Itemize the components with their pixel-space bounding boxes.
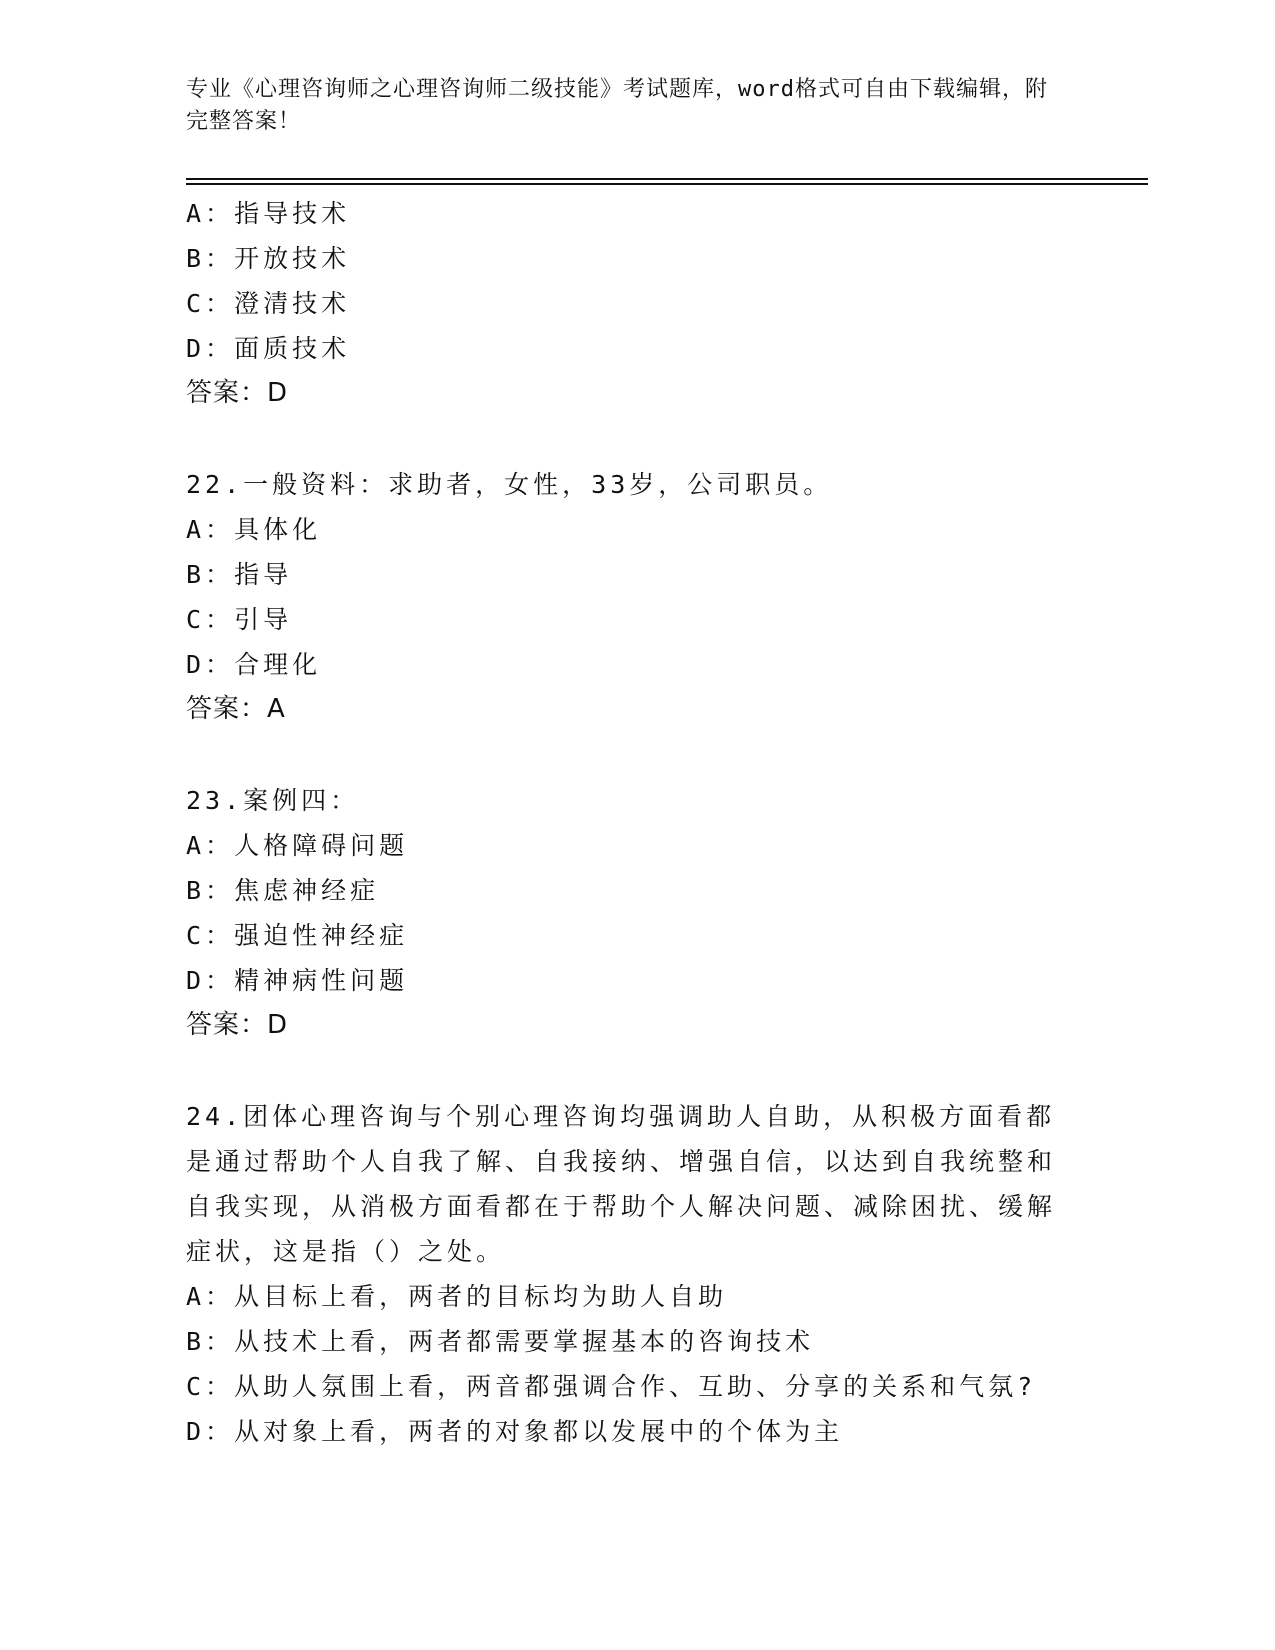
option-text: 面质技术 — [234, 334, 351, 363]
option-c — [186, 281, 1086, 326]
option-text: 开放技术 — [234, 244, 351, 273]
option-text: 强迫性神经症 — [234, 921, 409, 950]
question-list — [186, 191, 1086, 1454]
question-partial — [186, 191, 1086, 416]
option-text: 指导 — [234, 560, 293, 589]
option-label: B： — [186, 560, 235, 589]
option-text: 澄清技术 — [234, 289, 351, 318]
answer-line: 答案：A — [186, 694, 286, 724]
option-text: 精神病性问题 — [234, 966, 409, 995]
answer-line: 答案：D — [186, 1010, 289, 1040]
option-a — [186, 1274, 1086, 1319]
option-label: A： — [186, 1282, 235, 1311]
option-label: C： — [186, 605, 235, 634]
option-text: 人格障碍问题 — [234, 831, 409, 860]
document-header: 专业《心理咨询师之心理咨询师二级技能》考试题库，word格式可自由下载编辑，附完整答案！ — [186, 77, 1048, 134]
option-a — [186, 191, 1086, 236]
option-d — [186, 326, 1086, 371]
option-label: C： — [186, 921, 235, 950]
option-label: B： — [186, 244, 235, 273]
option-text: 从对象上看，两者的对象都以发展中的个体为主 — [234, 1417, 844, 1446]
option-label: D： — [186, 334, 235, 363]
question-23 — [186, 778, 1086, 1048]
option-label: B： — [186, 1327, 235, 1356]
option-c — [186, 597, 1086, 642]
spacer — [186, 416, 1086, 462]
option-label: A： — [186, 515, 235, 544]
option-text: 指导技术 — [234, 199, 351, 228]
option-label: B： — [186, 876, 235, 905]
question-stem: 24.团体心理咨询与个别心理咨询均强调助人自助，从积极方面看都是通过帮助个人自我了解、自我接纳、增强自信，以达到自我统整和自我实现，从消极方面看都在于帮助个人解决问题、减除困扰、缓解症状，这是指（）之处。 — [186, 1102, 1057, 1266]
option-label: D： — [186, 650, 235, 679]
option-c — [186, 1364, 1086, 1409]
option-label: A： — [186, 831, 235, 860]
option-text: 从技术上看，两者都需要掌握基本的咨询技术 — [234, 1327, 815, 1356]
option-b — [186, 868, 1086, 913]
spacer — [186, 732, 1086, 778]
question-stem: 22.一般资料：求助者，女性，33岁，公司职员。 — [186, 470, 833, 499]
option-text: 具体化 — [234, 515, 322, 544]
option-text: 引导 — [234, 605, 293, 634]
option-label: D： — [186, 1417, 235, 1446]
option-label: C： — [186, 1372, 235, 1401]
option-c — [186, 913, 1086, 958]
option-a — [186, 507, 1086, 552]
question-24 — [186, 1094, 1086, 1454]
header-divider-top — [186, 178, 1148, 180]
option-text: 从助人氛围上看，两音都强调合作、互助、分享的关系和气氛? — [234, 1372, 1037, 1401]
option-d — [186, 642, 1086, 687]
spacer — [186, 1048, 1086, 1094]
option-text: 从目标上看，两者的目标均为助人自助 — [234, 1282, 728, 1311]
question-stem: 23.案例四： — [186, 786, 360, 815]
option-b — [186, 236, 1086, 281]
option-d — [186, 1409, 1086, 1454]
option-d — [186, 958, 1086, 1003]
answer-line: 答案：D — [186, 378, 289, 408]
option-label: C： — [186, 289, 235, 318]
option-label: A： — [186, 199, 235, 228]
header-divider-bottom — [186, 183, 1148, 185]
option-b — [186, 1319, 1086, 1364]
option-a — [186, 823, 1086, 868]
question-22 — [186, 462, 1086, 732]
option-text: 合理化 — [234, 650, 322, 679]
option-text: 焦虑神经症 — [234, 876, 380, 905]
option-label: D： — [186, 966, 235, 995]
option-b — [186, 552, 1086, 597]
